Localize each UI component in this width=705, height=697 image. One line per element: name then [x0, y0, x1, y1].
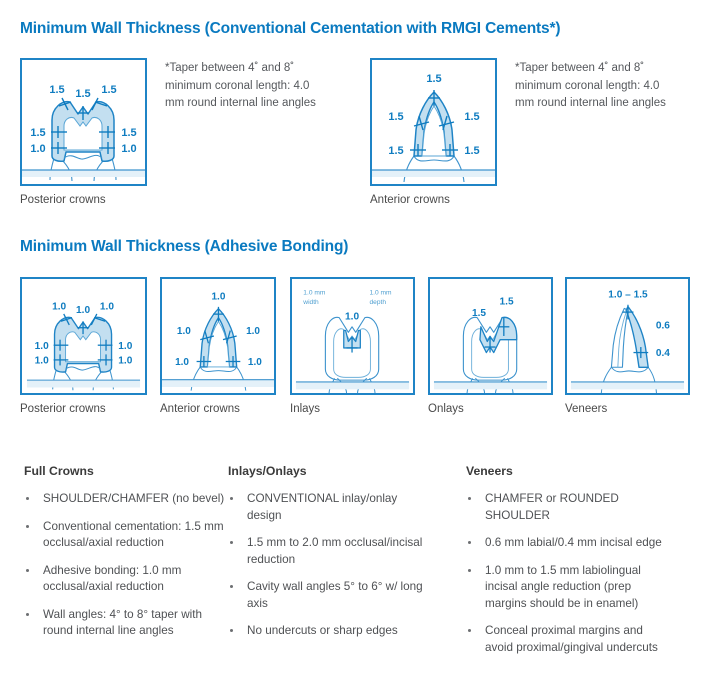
bullet-item [24, 563, 229, 596]
label-mid-right: 1.0 [118, 340, 133, 352]
label-low-left: 1.5 [388, 145, 404, 157]
section-title-adhesive-bonding: Minimum Wall Thickness (Adhesive Bonding) [20, 238, 349, 255]
label-inlay-depth-line2: depth [369, 298, 387, 306]
bullet-dot-icon [230, 497, 233, 500]
caption-veneers: Veneers [565, 403, 608, 415]
bullet-item [228, 579, 433, 612]
diagram-onlays [428, 277, 553, 395]
text-column-inlays-onlays [228, 464, 433, 651]
bullet-item [228, 491, 433, 524]
label-mid-right: 1.5 [464, 111, 480, 123]
bullet-dot-icon [468, 569, 471, 572]
veneer-svg [567, 279, 688, 393]
bullet-item [466, 623, 671, 656]
label-mid-right: 1.5 [121, 127, 137, 139]
bullet-text: Adhesive bonding: 1.0 mm occlusal/axial reduction [43, 563, 182, 593]
label-mid-left: 1.0 [176, 326, 191, 338]
label-mid-right: 1.0 [246, 326, 261, 338]
note-taper-conventional-anterior: *Taper between 4˚ and 8˚ minimum coronal length: 4.0 mm round internal line angles [515, 62, 666, 109]
label-low-right: 1.5 [464, 145, 480, 157]
caption-posterior-crowns-adhesive: Posterior crowns [20, 403, 106, 415]
inlay-svg [292, 279, 413, 393]
bullet-item [466, 535, 671, 552]
bullet-list [466, 491, 671, 656]
posterior-crown-adhesive-svg [22, 279, 145, 393]
bullet-dot-icon [230, 629, 233, 632]
label-low-right: 1.0 [121, 143, 137, 155]
bullet-item [24, 491, 229, 508]
column-heading: Veneers [466, 464, 513, 478]
caption-onlays: Onlays [428, 403, 464, 415]
label-inlay-width-line2: width [303, 298, 319, 306]
diagram-veneers [565, 277, 690, 395]
bullet-text: Cavity wall angles 5° to 6° w/ long axis [247, 580, 423, 610]
posterior-crown-svg [22, 60, 145, 184]
label-top: 1.0 [211, 291, 226, 303]
label-inlay-center: 1.0 [345, 311, 360, 323]
anterior-crown-svg [372, 60, 495, 184]
label-veneer-lower-right: 0.4 [655, 348, 670, 360]
column-heading: Full Crowns [24, 464, 94, 478]
bullet-dot-icon [468, 541, 471, 544]
label-inlay-width-line1: 1.0 mm [303, 289, 326, 297]
section-title-conventional-cementation: Minimum Wall Thickness (Conventional Cementation with RMGI Cements*) [20, 20, 561, 37]
text-column-veneers [466, 464, 671, 667]
label-inlay-depth-line1: 1.0 mm [369, 289, 392, 297]
bullet-dot-icon [26, 569, 29, 572]
label-top-center: 1.5 [75, 88, 91, 100]
caption-anterior-crowns-adhesive: Anterior crowns [160, 403, 240, 415]
bullet-dot-icon [26, 613, 29, 616]
text-column-full-crowns [24, 464, 229, 651]
anterior-crown-adhesive-svg [162, 279, 274, 393]
column-heading: Inlays/Onlays [228, 464, 307, 478]
bullet-dot-icon [468, 629, 471, 632]
diagram-posterior-crown-adhesive [20, 277, 147, 395]
bullet-text: Conceal proximal margins and avoid proximal/gingival undercuts [485, 624, 658, 654]
bullet-list [24, 491, 229, 640]
label-top-left: 1.5 [49, 84, 65, 96]
label-low-right: 1.0 [247, 357, 262, 369]
onlay-svg [430, 279, 551, 393]
bullet-text: 0.6 mm labial/0.4 mm incisal edge [485, 536, 662, 549]
diagram-inlays [290, 277, 415, 395]
label-top-center: 1.0 [76, 305, 91, 317]
caption-inlays: Inlays [290, 403, 321, 415]
label-onlay-left: 1.5 [471, 307, 487, 319]
bullet-text: No undercuts or sharp edges [247, 624, 398, 637]
diagram-anterior-crown-adhesive [160, 277, 276, 395]
label-top-right: 1.5 [101, 84, 117, 96]
label-low-left: 1.0 [30, 143, 46, 155]
bullet-item [228, 535, 433, 568]
label-top: 1.5 [426, 73, 442, 85]
bullet-dot-icon [230, 585, 233, 588]
bullet-item [24, 607, 229, 640]
bullet-list [228, 491, 433, 640]
bullet-item [228, 623, 433, 640]
label-mid-left: 1.5 [30, 127, 46, 139]
caption-posterior-crowns-conventional: Posterior crowns [20, 194, 106, 206]
bullet-text: 1.5 mm to 2.0 mm occlusal/incisal reduction [247, 536, 423, 566]
label-veneer-top: 1.0 – 1.5 [608, 289, 648, 301]
label-low-right: 1.0 [118, 355, 133, 367]
bullet-text: Wall angles: 4° to 8° taper with round internal line angles [43, 607, 202, 637]
bullet-text: CHAMFER or ROUNDED SHOULDER [485, 492, 619, 522]
label-onlay-right: 1.5 [499, 296, 514, 308]
diagram-anterior-crown-conventional [370, 58, 497, 186]
bullet-dot-icon [230, 541, 233, 544]
bullet-item [466, 563, 671, 613]
label-mid-left: 1.5 [388, 111, 404, 123]
label-veneer-upper-right: 0.6 [655, 320, 670, 332]
label-low-left: 1.0 [175, 357, 189, 369]
label-mid-left: 1.0 [34, 340, 49, 352]
bullet-item [24, 519, 229, 552]
note-taper-conventional-posterior: *Taper between 4˚ and 8˚ minimum coronal length: 4.0 mm round internal line angles [165, 62, 316, 109]
bullet-item [466, 491, 671, 524]
bullet-text: 1.0 mm to 1.5 mm labiolingual incisal angle reduction (prep margins should be in enamel) [485, 563, 641, 610]
bullet-text: CONVENTIONAL inlay/onlay design [247, 492, 398, 522]
label-top-right: 1.0 [99, 301, 114, 313]
label-low-left: 1.0 [34, 355, 49, 367]
bullet-text: Conventional cementation: 1.5 mm occlusal/axial reduction [43, 519, 224, 549]
bullet-dot-icon [468, 497, 471, 500]
bullet-dot-icon [26, 497, 29, 500]
diagram-posterior-crown-conventional [20, 58, 147, 186]
caption-anterior-crowns-conventional: Anterior crowns [370, 194, 450, 206]
bullet-dot-icon [26, 525, 29, 528]
bullet-text: SHOULDER/CHAMFER (no bevel) [43, 492, 225, 505]
label-top-left: 1.0 [52, 301, 67, 313]
